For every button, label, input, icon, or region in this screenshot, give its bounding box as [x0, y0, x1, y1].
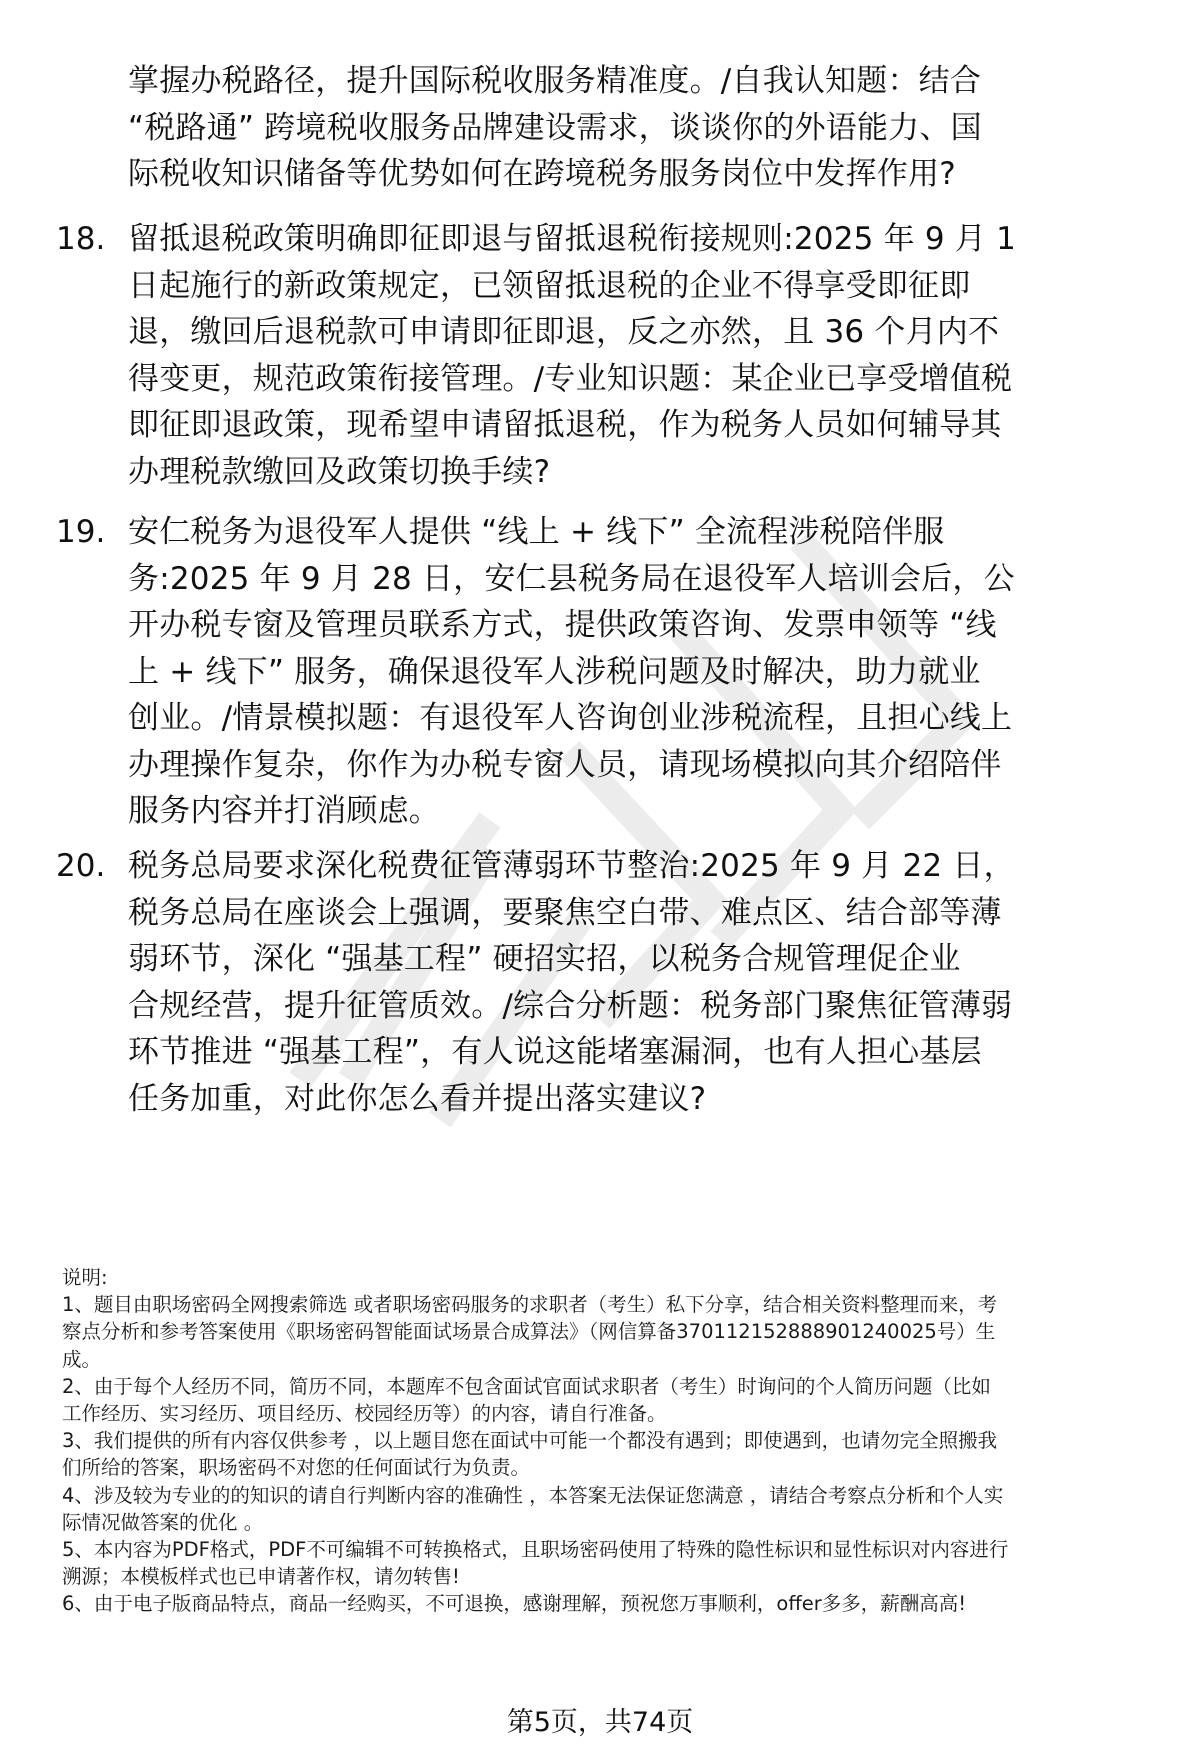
- text-line: 环节推进 “强基工程”，有人说这能堵塞漏洞，也有人担心基层: [128, 1034, 982, 1070]
- question-number: 19.: [56, 514, 106, 550]
- question-text: [128, 216, 1148, 495]
- question-number: 18.: [56, 221, 106, 257]
- note-line: 察点分析和参考答案使用《职场密码智能面试场景合成算法》（网信算备370112152888901240025号）生: [62, 1320, 996, 1344]
- note-line: 6、由于电子版商品特点，商品一经购买，不可退换，感谢理解，预祝您万事顺利，offer多多，薪酬高高!: [62, 1592, 967, 1616]
- text-line: 办理税款缴回及政策切换手续?: [128, 453, 551, 490]
- question-text: [128, 509, 1148, 835]
- question-text: [128, 843, 1148, 1122]
- page-indicator: 第5页，共74页: [506, 1707, 694, 1738]
- text-line: 创业。/情景模拟题：有退役军人咨询创业涉税流程，且担心线上: [128, 700, 1013, 736]
- text-line: 弱环节，深化 “强基工程” 硬招实招，以税务合规管理促企业: [128, 941, 961, 977]
- text-line: 服务内容并打消顾虑。: [128, 793, 440, 829]
- text-line: 合规经营，提升征管质效。/综合分析题：税务部门聚焦征管薄弱: [128, 987, 1013, 1024]
- text-line: 即征即退政策，现希望申请留抵退税，作为税务人员如何辅导其: [128, 407, 1002, 443]
- note-line: 1、题目由职场密码全网搜索筛选 或者职场密码服务的求职者（考生）私下分享，结合相关资料整理而来，考: [62, 1293, 998, 1317]
- note-line: 际情况做答案的优化 。: [62, 1510, 264, 1534]
- note-line: 3、我们提供的所有内容仅供参考 ，以上题目您在面试中可能一个都没有遇到；即使遇到，也请勿完全照搬我: [62, 1429, 998, 1453]
- text-line: 办理操作复杂，你作为办税专窗人员，请现场模拟向其介绍陪伴: [128, 746, 1002, 783]
- question-number: 20.: [56, 848, 106, 884]
- note-line: 工作经历、实习经历、项目经历、校园经历等）的内容，请自行准备。: [62, 1401, 667, 1425]
- note-line: 4、涉及较为专业的的知识的请自行判断内容的准确性 ，本答案无法保证您满意 ，请结合考察点分析和个人实: [62, 1483, 1004, 1507]
- text-line: 任务加重，对此你怎么看并提出落实建议?: [128, 1080, 707, 1117]
- notes-title: 说明:: [62, 1266, 108, 1289]
- text-line: 掌握办税路径，提升国际税收服务精准度。/自我认知题：结合: [128, 63, 982, 99]
- note-line: 溯源；本模板样式也已申请著作权，请勿转售!: [62, 1565, 460, 1589]
- question-text: [128, 58, 1148, 198]
- note-line: 2、由于每个人经历不同，简历不同，本题库不包含面试官面试求职者（考生）时询问的个人简历问题（比如: [62, 1374, 991, 1398]
- text-line: “税路通” 跨境税收服务品牌建设需求，谈谈你的外语能力、国: [128, 109, 982, 146]
- text-line: 务:2025 年 9 月 28 日，安仁县税务局在退役军人培训会后，公: [128, 560, 1015, 597]
- text-line: 际税收知识储备等优势如何在跨境税务服务岗位中发挥作用?: [128, 156, 956, 192]
- text-line: 退，缴回后退税款可申请即征即退，反之亦然，且 36 个月内不: [128, 314, 1000, 350]
- note-line: 们所给的答案，职场密码不对您的任何面试行为负责。: [62, 1456, 531, 1480]
- text-line: 安仁税务为退役军人提供 “线上 + 线下” 全流程涉税陪伴服: [128, 514, 945, 550]
- text-line: 税务总局要求深化税费征管薄弱环节整治:2025 年 9 月 22 日，: [128, 848, 1015, 884]
- text-line: 留抵退税政策明确即征即退与留抵退税衔接规则:2025 年 9 月 1: [128, 221, 1016, 257]
- text-line: 得变更，规范政策衔接管理。/专业知识题：某企业已享受增值税: [128, 360, 1013, 397]
- disclaimer-notes: [62, 1264, 1152, 1617]
- note-line: 成。: [62, 1347, 102, 1371]
- text-line: 税务总局在座谈会上强调，要聚焦空白带、难点区、结合部等薄: [128, 894, 1002, 931]
- text-line: 日起施行的新政策规定，已领留抵退税的企业不得享受即征即: [128, 267, 971, 304]
- text-line: 上 + 线下” 服务，确保退役军人涉税问题及时解决，助力就业: [128, 653, 981, 690]
- text-line: 开办税专窗及管理员联系方式，提供政策咨询、发票申领等 “线: [128, 607, 997, 643]
- note-line: 5、本内容为PDF格式，PDF不可编辑不可转换格式，且职场密码使用了特殊的隐性标识和显性标识对内容进行: [62, 1537, 1009, 1561]
